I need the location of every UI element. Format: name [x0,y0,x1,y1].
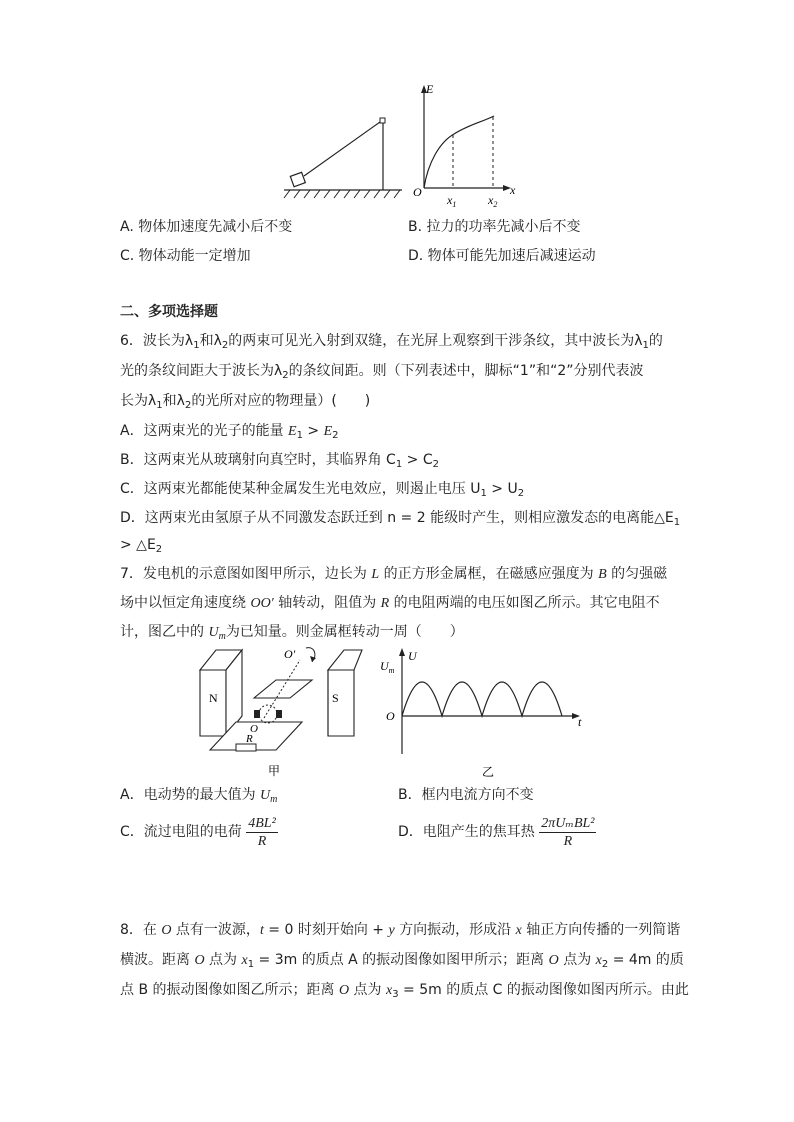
figure-jia-caption: 甲 [268,764,281,778]
x1-label: $x_1$ [447,193,457,209]
q5-option-b: B. 拉力的功率先减小后不变 [408,219,581,235]
q6-option-b: B．这两束光从玻璃射向真空时，其临界角 $C_1 > C_2$ [120,452,439,470]
x2-label: $x_2$ [488,193,498,209]
block [290,172,305,186]
rectified-sine-curve [402,682,562,716]
figure-yi-caption: 乙 [482,765,495,779]
energy-curve [424,116,494,188]
t-axis-label: t [578,715,582,729]
e-axis-label: E [426,82,434,96]
q6-option-c: C．这两束光都能使某种金属发生光电效应，则遏止电压 $U_1 > U_2$ [120,481,525,499]
q7-option-d: D．电阻产生的焦耳热 $\frac{\text{2πUₘBL²}}{R}$ [398,815,595,849]
incline-figure [280,110,410,200]
x-axis-label: x [510,183,516,197]
q5-option-d: D. 物体可能先加速后减速运动 [408,248,596,264]
o-prime-label: O′ [284,647,296,661]
energy-position-graph [410,82,520,210]
section-title: 二、多项选择题 [120,304,218,320]
q8-stem-line3: 点 B 的振动图像如图乙所示；距离 O 点为 $x_3 = 5m$ 的质点 C 的振动图像如图丙所示。由此 [120,982,689,1000]
q7-stem-line1: 7．发电机的示意图如图甲所示，边长为 L 的正方形金属框，在磁感应强度为 B 的匀强磁 [120,566,668,582]
q6-option-d-line1: D．这两束光由氢原子从不同激发态跃迁到 n = 2 能级时产生，则相应激发态的电离能$\triangle E_1$ [120,510,681,528]
r-label: R [246,733,253,745]
q6-stem-line3: 长为$\lambda_1$和$\lambda_2$的光所对应的物理量）( ) [120,393,371,411]
generator-figure [196,640,366,785]
charge-fraction: $\frac{\text{4BL²}}{R}$ [248,815,276,849]
q7-option-c: C．流过电阻的电荷 $\frac{\text{4BL²}}{R}$ [120,815,276,849]
q6-option-a: A．这两束光的光子的能量 $E_1 > E_2$ [120,423,339,441]
origin-label: O [386,709,395,723]
q7-option-a: A．电动势的最大值为 $U_m$ [120,787,278,805]
north-pole-label: N [209,691,218,705]
q6-stem-line1: 6．波长为$\lambda_1$和$\lambda_2$的两束可见光入射到双缝，在光屏上观察到干涉条纹，其中波长为$\lambda_1$的 [120,333,663,351]
um-label: $U_m$ [380,659,395,675]
q8-stem-line2: 横波。距离 O 点为 $x_1 = 3m$ 的质点 A 的振动图像如图甲所示；距离 O 点为 $x_2 = 4m$ 的质 [120,952,684,970]
q5-option-c: C. 物体动能一定增加 [120,248,251,264]
voltage-time-graph [378,644,592,784]
q7-stem-line3: 计，图乙中的 $U_m$为已知量。则金属框转动一周（ ） [120,624,464,642]
heat-fraction: $\frac{\text{2πUₘBL²}}{R}$ [541,815,595,849]
origin-label: O [413,185,422,199]
q5-option-a: A. 物体加速度先减小后不变 [120,219,293,235]
south-pole-label: S [332,691,339,705]
pulley [380,118,385,123]
q6-option-d-line2: > $\triangle E_2$ [120,537,163,555]
q7-stem-line2: 场中以恒定角速度绕 OO′ 轴转动，阻值为 R 的电阻两端的电压如图乙所示。其它电阻不 [120,595,660,611]
rope [304,122,380,176]
u-axis-label: U [408,649,417,663]
q8-stem-line1: 8．在 O 点有一波源，t = 0 时刻开始向 + y 方向振动，形成沿 x 轴正方向传播的一列简谐 [120,922,681,938]
q6-stem-line2: 光的条纹间距大于波长为$\lambda_2$的条纹间距。则（下列表述中，脚标“1”和“2”分别代表波 [120,363,644,381]
q7-option-b: B．框内电流方向不变 [398,787,534,803]
o-label: O [250,723,258,735]
